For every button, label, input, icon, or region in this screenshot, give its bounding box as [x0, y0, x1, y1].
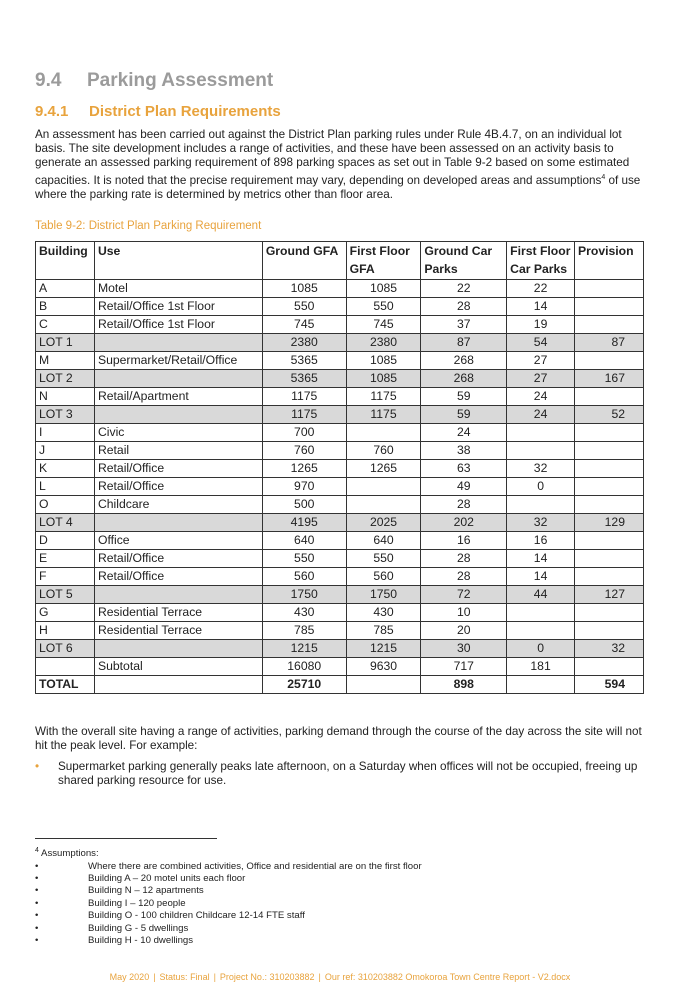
- table-cell: 550: [262, 550, 346, 568]
- table-cell: [507, 676, 575, 694]
- footnote-text: Building I – 120 people: [88, 897, 186, 909]
- table-cell: 49: [421, 478, 507, 496]
- lot-subtotal-row: [36, 586, 644, 604]
- table-cell: 760: [346, 442, 421, 460]
- table-cell: [94, 406, 262, 424]
- table-cell: Subtotal: [94, 658, 262, 676]
- subsection-title: District Plan Requirements: [89, 103, 281, 120]
- table-cell: [575, 604, 644, 622]
- table-cell: 14: [507, 568, 575, 586]
- table-cell: 640: [262, 532, 346, 550]
- lot-subtotal-row: [36, 370, 644, 388]
- table-cell: 14: [507, 550, 575, 568]
- table-row: [36, 280, 644, 298]
- table-cell: L: [36, 478, 95, 496]
- table-cell: [507, 604, 575, 622]
- table-cell: 1175: [262, 406, 346, 424]
- column-header: First Floor GFA: [346, 242, 421, 280]
- table-cell: 745: [262, 316, 346, 334]
- table-cell: 1175: [346, 406, 421, 424]
- table-cell: LOT 4: [36, 514, 95, 532]
- table-cell: 430: [262, 604, 346, 622]
- table-cell: [94, 640, 262, 658]
- table-row: [36, 352, 644, 370]
- table-cell: [94, 514, 262, 532]
- footnote-text: Building O - 100 children Childcare 12-14 FTE staff: [88, 910, 305, 922]
- footnote-text: Building N – 12 apartments: [88, 885, 204, 897]
- table-cell: LOT 6: [36, 640, 95, 658]
- bullet-item: [35, 760, 645, 788]
- table-cell: 1175: [346, 388, 421, 406]
- table-cell: 500: [262, 496, 346, 514]
- footer-date: May 2020: [109, 972, 150, 982]
- table-cell: 87: [421, 334, 507, 352]
- table-cell: G: [36, 604, 95, 622]
- table-cell: 1215: [346, 640, 421, 658]
- footnote-text: Building A – 20 motel units each floor: [88, 873, 246, 884]
- table-cell: 127: [575, 586, 644, 604]
- footnote-text: Where there are combined activities, Office and residential are on the first floor: [88, 860, 422, 872]
- footnote-item: [35, 873, 422, 885]
- table-cell: N: [36, 388, 95, 406]
- table-cell: 4195: [262, 514, 346, 532]
- table-cell: 22: [421, 280, 507, 298]
- table-row: [36, 532, 644, 550]
- table-cell: [575, 658, 644, 676]
- table-cell: 745: [346, 316, 421, 334]
- table-cell: 0: [507, 478, 575, 496]
- table-cell: 9630: [346, 658, 421, 676]
- table-cell: Retail/Office: [94, 460, 262, 478]
- table-cell: 16: [421, 532, 507, 550]
- bullet-icon: •: [35, 873, 39, 884]
- table-cell: 27: [507, 352, 575, 370]
- table-row: [36, 550, 644, 568]
- table-cell: 1215: [262, 640, 346, 658]
- footer-separator: |: [318, 972, 321, 982]
- table-cell: 129: [575, 514, 644, 532]
- bullet-icon: •: [35, 897, 39, 909]
- table-cell: [575, 316, 644, 334]
- bullet-text: Supermarket parking generally peaks late afternoon, on a Saturday when offices will not be occupied, freeing up shared parking resource for use.: [58, 760, 638, 788]
- footnote-item: [35, 861, 422, 873]
- table-cell: 1085: [262, 280, 346, 298]
- table-cell: Residential Terrace: [94, 622, 262, 640]
- table-row: [36, 442, 644, 460]
- table-cell: [575, 460, 644, 478]
- column-header: Ground GFA: [262, 242, 346, 280]
- bullet-icon: •: [35, 935, 39, 947]
- table-cell: Residential Terrace: [94, 604, 262, 622]
- table-cell: 44: [507, 586, 575, 604]
- table-caption: Table 9-2: District Plan Parking Requirement: [35, 220, 262, 232]
- footnotes: [35, 845, 422, 947]
- column-header: First Floor Car Parks: [507, 242, 575, 280]
- table-cell: Retail/Office 1st Floor: [94, 316, 262, 334]
- table-cell: 594: [575, 676, 644, 694]
- footnote-item: [35, 898, 422, 910]
- table-cell: 25710: [262, 676, 346, 694]
- table-cell: [94, 586, 262, 604]
- table-cell: 1265: [346, 460, 421, 478]
- table-cell: [575, 442, 644, 460]
- table-cell: O: [36, 496, 95, 514]
- table-cell: Office: [94, 532, 262, 550]
- table-body: [36, 280, 644, 694]
- table-cell: LOT 2: [36, 370, 95, 388]
- table-cell: 1750: [346, 586, 421, 604]
- table-cell: 0: [507, 640, 575, 658]
- table-cell: 640: [346, 532, 421, 550]
- table-cell: 28: [421, 298, 507, 316]
- section-number: 9.4: [35, 70, 62, 91]
- table-cell: Retail/Office: [94, 478, 262, 496]
- table-cell: [575, 352, 644, 370]
- table-cell: [575, 622, 644, 640]
- table-cell: TOTAL: [36, 676, 95, 694]
- table-cell: [94, 334, 262, 352]
- table-cell: 1265: [262, 460, 346, 478]
- table-cell: 52: [575, 406, 644, 424]
- table-cell: 2380: [262, 334, 346, 352]
- footnote-reference: 4: [601, 173, 606, 181]
- table-row: [36, 568, 644, 586]
- table-cell: 32: [507, 460, 575, 478]
- table-cell: C: [36, 316, 95, 334]
- table-cell: E: [36, 550, 95, 568]
- total-row: [36, 676, 644, 694]
- table-cell: 16080: [262, 658, 346, 676]
- table-cell: 19: [507, 316, 575, 334]
- table-cell: 717: [421, 658, 507, 676]
- table-cell: A: [36, 280, 95, 298]
- table-cell: 20: [421, 622, 507, 640]
- table-cell: [94, 370, 262, 388]
- table-cell: 72: [421, 586, 507, 604]
- lot-subtotal-row: [36, 640, 644, 658]
- table-cell: 14: [507, 298, 575, 316]
- table-cell: [94, 676, 262, 694]
- table-row: [36, 478, 644, 496]
- table-cell: D: [36, 532, 95, 550]
- table-cell: Supermarket/Retail/Office: [94, 352, 262, 370]
- table-cell: 970: [262, 478, 346, 496]
- table-cell: 5365: [262, 352, 346, 370]
- table-cell: K: [36, 460, 95, 478]
- table-cell: [346, 676, 421, 694]
- table-cell: 32: [507, 514, 575, 532]
- table-cell: 268: [421, 352, 507, 370]
- table-header-row: [36, 242, 644, 280]
- table-cell: [575, 424, 644, 442]
- table-cell: [575, 388, 644, 406]
- footnote-item: [35, 923, 422, 935]
- column-header: Use: [94, 242, 262, 280]
- subsection-heading: [35, 103, 281, 120]
- table-cell: 1750: [262, 586, 346, 604]
- table-row: [36, 496, 644, 514]
- footer-project: Project No.: 310203882: [219, 972, 315, 982]
- table-cell: M: [36, 352, 95, 370]
- table-cell: J: [36, 442, 95, 460]
- table-cell: Childcare: [94, 496, 262, 514]
- table-cell: B: [36, 298, 95, 316]
- table-cell: 1175: [262, 388, 346, 406]
- lot-subtotal-row: [36, 334, 644, 352]
- table-row: [36, 622, 644, 640]
- table-cell: 1085: [346, 352, 421, 370]
- footnote-item: [35, 885, 422, 897]
- column-header: Ground Car Parks: [421, 242, 507, 280]
- table-cell: 16: [507, 532, 575, 550]
- table-cell: Civic: [94, 424, 262, 442]
- table-cell: 785: [262, 622, 346, 640]
- table-cell: LOT 3: [36, 406, 95, 424]
- table-cell: I: [36, 424, 95, 442]
- table-cell: [346, 424, 421, 442]
- table-cell: 28: [421, 496, 507, 514]
- table-cell: 10: [421, 604, 507, 622]
- bullet-icon: •: [35, 860, 39, 872]
- section-heading: [35, 70, 273, 92]
- table-cell: 27: [507, 370, 575, 388]
- table-cell: 22: [507, 280, 575, 298]
- table-cell: 24: [507, 388, 575, 406]
- table-cell: 59: [421, 388, 507, 406]
- parking-requirement-table: [35, 241, 644, 694]
- table-cell: [575, 496, 644, 514]
- section-title: Parking Assessment: [87, 70, 274, 91]
- table-cell: [507, 622, 575, 640]
- bullet-icon: •: [35, 760, 40, 773]
- table-cell: 202: [421, 514, 507, 532]
- table-cell: 550: [346, 298, 421, 316]
- table-cell: Retail/Office: [94, 568, 262, 586]
- table-cell: 181: [507, 658, 575, 676]
- table-row: [36, 298, 644, 316]
- table-cell: F: [36, 568, 95, 586]
- lot-subtotal-row: [36, 406, 644, 424]
- footer-separator: |: [153, 972, 156, 982]
- table-cell: 38: [421, 442, 507, 460]
- table-row: [36, 316, 644, 334]
- page-footer: [0, 972, 680, 982]
- footnote-text: Building G - 5 dwellings: [88, 922, 189, 934]
- table-cell: 268: [421, 370, 507, 388]
- table-cell: [507, 496, 575, 514]
- table-cell: Retail/Office 1st Floor: [94, 298, 262, 316]
- footnote-item: [35, 935, 422, 947]
- table-cell: 54: [507, 334, 575, 352]
- table-cell: 785: [346, 622, 421, 640]
- table-cell: [575, 532, 644, 550]
- table-cell: 560: [346, 568, 421, 586]
- table-row: [36, 388, 644, 406]
- table-cell: 37: [421, 316, 507, 334]
- lot-subtotal-row: [36, 514, 644, 532]
- table-cell: 24: [507, 406, 575, 424]
- table-cell: 28: [421, 568, 507, 586]
- table-cell: [575, 280, 644, 298]
- table-row: [36, 604, 644, 622]
- column-header: Provision: [575, 242, 644, 280]
- table-cell: 550: [346, 550, 421, 568]
- bullet-icon: •: [35, 910, 39, 922]
- table-cell: Retail/Apartment: [94, 388, 262, 406]
- bullet-icon: •: [35, 885, 39, 897]
- table-cell: 700: [262, 424, 346, 442]
- table-cell: 760: [262, 442, 346, 460]
- footnote-text: Building H - 10 dwellings: [88, 935, 194, 947]
- table-cell: [575, 298, 644, 316]
- table-row: [36, 424, 644, 442]
- table-cell: Motel: [94, 280, 262, 298]
- table-cell: Retail: [94, 442, 262, 460]
- table-cell: 2025: [346, 514, 421, 532]
- table-cell: 24: [421, 424, 507, 442]
- table-cell: [346, 478, 421, 496]
- closing-paragraph: With the overall site having a range of activities, parking demand through the course of the day across the site will not hit the peak level. For example:: [35, 725, 642, 753]
- table-cell: 32: [575, 640, 644, 658]
- subsection-number: 9.4.1: [35, 103, 69, 120]
- footnote-heading: $^4$ Assumptions:: [35, 847, 99, 860]
- table-cell: 30: [421, 640, 507, 658]
- intro-paragraph: An assessment has been carried out against the District Plan parking rules under Rule 4B.4.7, on an individual lot basis. The site development includes a range of activities, and these have been assessed on an activity basis to generate an assessed parking requirement of 898 parking spaces as set out in Table 9-2 based on some estimated capacities. It is noted that the precise requirement may vary, depending on developed areas and assumptions$^4$ of use where the parking rate is determined by metrics other than floor area.: [35, 128, 641, 201]
- table-cell: 28: [421, 550, 507, 568]
- table-cell: H: [36, 622, 95, 640]
- footnote-list: [35, 861, 422, 948]
- table-cell: [346, 496, 421, 514]
- table-cell: 560: [262, 568, 346, 586]
- table-cell: 430: [346, 604, 421, 622]
- table-cell: [575, 478, 644, 496]
- table-cell: LOT 5: [36, 586, 95, 604]
- table-row: [36, 460, 644, 478]
- table-row: [36, 658, 644, 676]
- table-cell: 550: [262, 298, 346, 316]
- table-cell: 5365: [262, 370, 346, 388]
- footnote-divider: [35, 838, 217, 839]
- table-cell: 59: [421, 406, 507, 424]
- table-cell: 87: [575, 334, 644, 352]
- table-cell: 63: [421, 460, 507, 478]
- table-cell: 1085: [346, 280, 421, 298]
- table-cell: 167: [575, 370, 644, 388]
- table-cell: 1085: [346, 370, 421, 388]
- bullet-icon: •: [35, 922, 39, 934]
- footer-separator: |: [213, 972, 216, 982]
- footer-status: Status: Final: [159, 972, 210, 982]
- table-cell: [507, 424, 575, 442]
- table-cell: [575, 550, 644, 568]
- table-cell: 2380: [346, 334, 421, 352]
- table-cell: [507, 442, 575, 460]
- table-cell: LOT 1: [36, 334, 95, 352]
- table-cell: 898: [421, 676, 507, 694]
- table-cell: [575, 568, 644, 586]
- column-header: Building: [36, 242, 95, 280]
- footer-ref: Our ref: 310203882 Omokoroa Town Centre Report - V2.docx: [324, 972, 571, 982]
- footnote-item: [35, 910, 422, 922]
- table-cell: Retail/Office: [94, 550, 262, 568]
- table-cell: [36, 658, 95, 676]
